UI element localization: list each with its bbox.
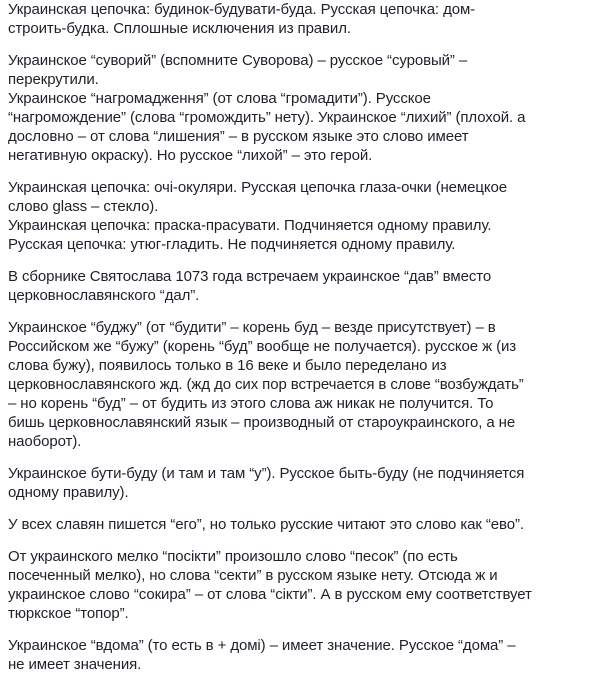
text-line: Украинская цепочка: праска-прасувати. Подчиняется одному правилу. [8, 217, 492, 234]
text-line: строить-будка. Сплошные исключения из правил. [8, 20, 351, 37]
text-line: церковнославянского жд. (жд до сих пор встречается в слове “возбуждать” [8, 376, 524, 393]
text-line: В сборнике Святослава 1073 года встречаем украинское “дав” вместо [8, 268, 492, 285]
text-line: не имеет значения. [8, 656, 142, 673]
text-line: слова бужу), появилось только в 16 веке и было переделано из [8, 357, 447, 374]
text-line: Украинское “вдома” (то есть в + домі) – имеет значение. Русское “дома” – [8, 637, 516, 654]
paragraph-8 [8, 547, 598, 623]
text-line: тюркское “топор”. [8, 605, 129, 622]
text-line: наоборот). [8, 433, 82, 450]
paragraph-4 [8, 267, 598, 305]
text-line: Украинская цепочка: будинок-будувати-буда. Русская цепочка: дом- [8, 1, 476, 18]
text-line: слово glass – стекло). [8, 198, 159, 215]
text-line: украинское слово “сокира” – от слова “сікти”. А в русском ему соответствует [8, 586, 532, 603]
text-line: посеченный мелко), но слова “секти” в русском языке нету. Отсюда ж и [8, 567, 498, 584]
text-line: негативную окраску). Но русское “лихой” – это герой. [8, 147, 373, 164]
text-line: – но корень “буд” – от будить из этого слова аж никак не получится. То [8, 395, 494, 412]
text-line: Русская цепочка: утюг-гладить. Не подчиняется одному правилу. [8, 236, 456, 253]
paragraph-5 [8, 318, 598, 451]
paragraph-1 [8, 0, 598, 38]
text-line: Украинское “нагромадження” (от слова “громадити”). Русское [8, 90, 431, 107]
paragraph-9 [8, 636, 598, 674]
paragraph-3 [8, 178, 598, 254]
text-line: От украинского мелко “посікти” произошло слово “песок” (по есть [8, 548, 458, 565]
text-line: Украинское “суворий” (вспомните Суворова) – русское “суровый” – [8, 52, 468, 69]
text-line: Российском же “бужу” (корень “буд” вообще не получается). русское ж (из [8, 338, 517, 355]
text-line: Украинское бути-буду (и там и там “у”). Русское быть-буду (не подчиняется [8, 465, 525, 482]
paragraph-7 [8, 515, 598, 534]
text-line: церковнославянского “дал”. [8, 287, 200, 304]
text-line: У всех славян пишется “его”, но только русские читают это слово как “ево”. [8, 516, 524, 533]
text-line: одному правилу). [8, 484, 129, 501]
text-line: дословно – от слова “лишения” – в русском языке это слово имеет [8, 128, 469, 145]
text-line: перекрутили. [8, 71, 99, 88]
text-line: Украинское “буджу” (от “будити” – корень буд – везде присутствует) – в [8, 319, 496, 336]
paragraph-6 [8, 464, 598, 502]
text-line: бишь церковнославянский язык – производный от староукраинского, а не [8, 414, 516, 431]
text-line: “нагромождение” (слова “громождить” нету). Украинское “лихий” (плохой. а [8, 109, 526, 126]
text-line: Украинская цепочка: очі-окуляри. Русская цепочка глаза-очки (немецкое [8, 179, 507, 196]
paragraph-2 [8, 51, 598, 165]
